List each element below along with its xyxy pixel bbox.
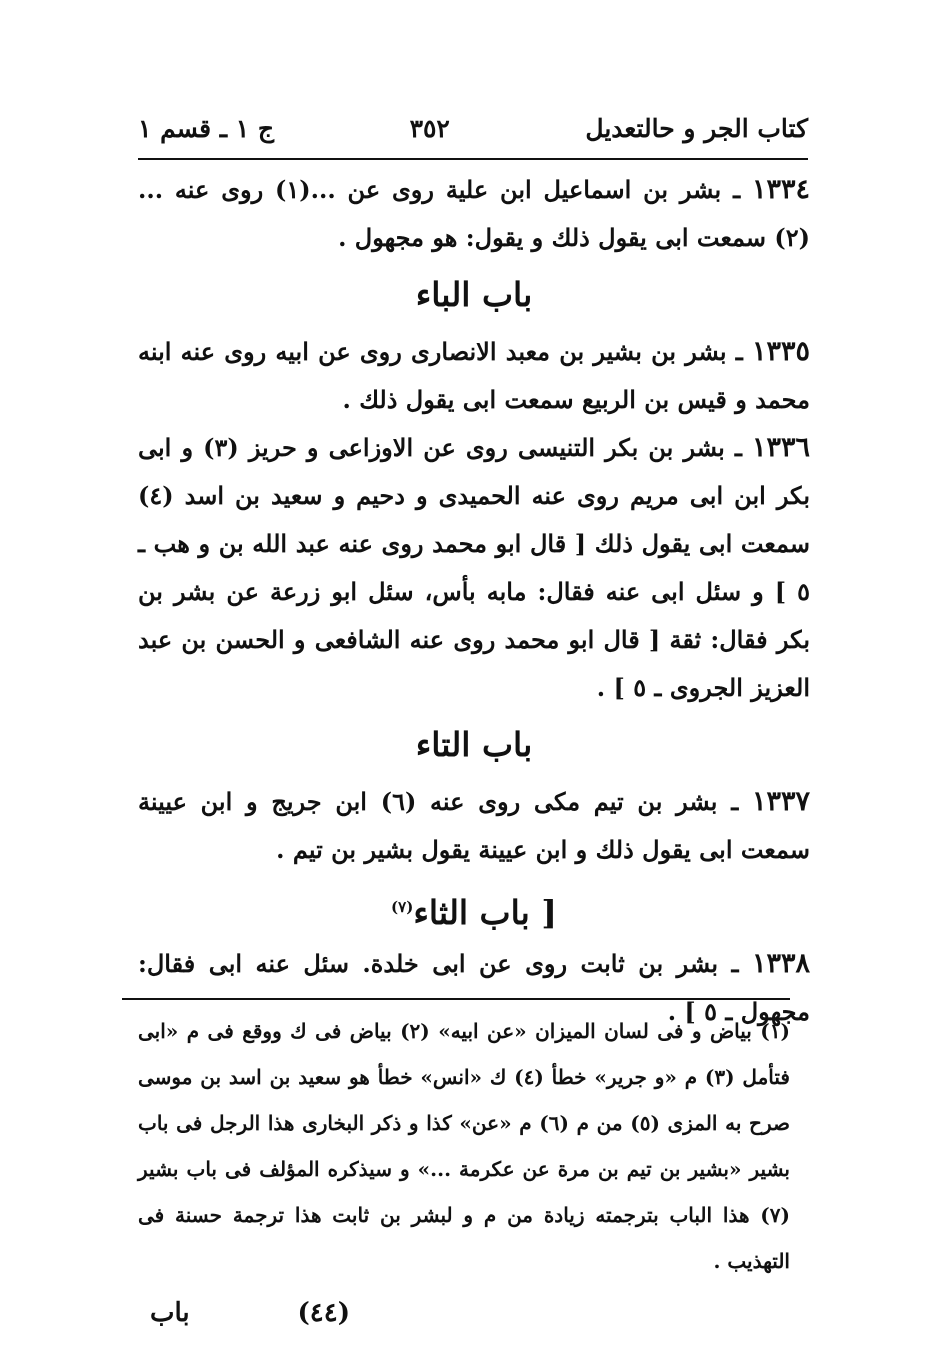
book-title: كتاب الجر و حالتعديل: [585, 113, 808, 143]
running-header: [138, 104, 808, 152]
header-rule: [138, 158, 808, 160]
footnote-rule: [122, 998, 790, 1000]
entry-number: ١٣٣٧: [751, 786, 810, 817]
volume-label: ج ١ ـ قسم ١: [138, 113, 275, 143]
section-heading-ta: باب التاء: [415, 725, 533, 764]
catchword: باب: [150, 1298, 190, 1328]
entry-1337: [138, 778, 810, 874]
heading-text: [ باب الثاء: [413, 893, 557, 932]
page-number: ٣٥٢: [409, 113, 450, 143]
entry-number: ١٣٣٦: [752, 432, 811, 463]
main-text: [138, 166, 810, 1036]
entry-number: ١٣٣٨: [751, 948, 810, 979]
heading-footnote-mark: (٧): [391, 898, 414, 916]
entry-text: ـ بشر بن تيم مكى روى عنه (٦) ابن جريج و ابن عيينة سمعت ابى يقول ذلك و ابن عيينة يقول بشير بن تيم .: [138, 787, 810, 864]
section-heading-ba: باب الباء: [415, 275, 533, 314]
entry-number: ١٣٣٥: [751, 336, 810, 367]
signature-mark: (٤٤): [297, 1298, 350, 1328]
entry-text: ـ بشر بن بشير بن معبد الانصارى روى عن ابيه روى عنه ابنه محمد و قيس بن الربيع سمعت ابى يقول ذلك .: [138, 337, 810, 414]
footnotes: (١) بياض و فى لسان الميزان «عن ابيه» (٢) بياض فى ك ووقع فى م «ابى فتأمل (٣) م «و جرير» خطأ (٤) ك «انس» خطأ هو سعيد بن اسد بن موسى صرح به المزى (٥) من م (٦) م «عن» كذا و ذكر البخارى هذا الرجل فى باب بشير «بشير بن تيم بن مرة عن عكرمة ...» و سيذكره المؤلف فى باب بشير (٧) هذا الباب بترجمته زيادة من م و لبشر بن ثابت هذا ترجمة حسنة فى التهذيب .: [138, 1019, 790, 1273]
entry-1336: [138, 424, 810, 712]
section-heading-tha: [138, 874, 810, 940]
entry-text: ـ بشر بن اسماعيل ابن علية روى عن ...(١) روى عنه ... (٢) سمعت ابى يقول ذلك و يقول: هو مجهول .: [138, 175, 810, 252]
entry-number: ١٣٣٤: [751, 174, 810, 205]
entry-1335: [138, 328, 810, 424]
entry-text: ـ بشر بن بكر التنيسى روى عن الاوزاعى و حريز (٣) و ابى بكر ابن ابى مريم روى عنه الحميدى و دحيم و سعيد بن اسد (٤) سمعت ابى يقول ذلك [ قال ابو محمد روى عنه عبد الله بن و هب ـ ٥ ] و سئل ابى عنه فقال: مابه بأس، سئل ابو زرعة عن بشر بن بكر فقال: ثقة [ قال ابو محمد روى عنه الشافعى و الحسن بن عبد العزيز الجروى ـ ٥ ] .: [138, 433, 810, 702]
page-footer: [150, 1288, 350, 1338]
entry-text: ـ بشر بن ثابت روى عن ابى خلدة. سئل عنه ابى فقال: مجهول ـ ٥ ] .: [138, 949, 810, 1026]
entry-1334: [138, 166, 810, 262]
